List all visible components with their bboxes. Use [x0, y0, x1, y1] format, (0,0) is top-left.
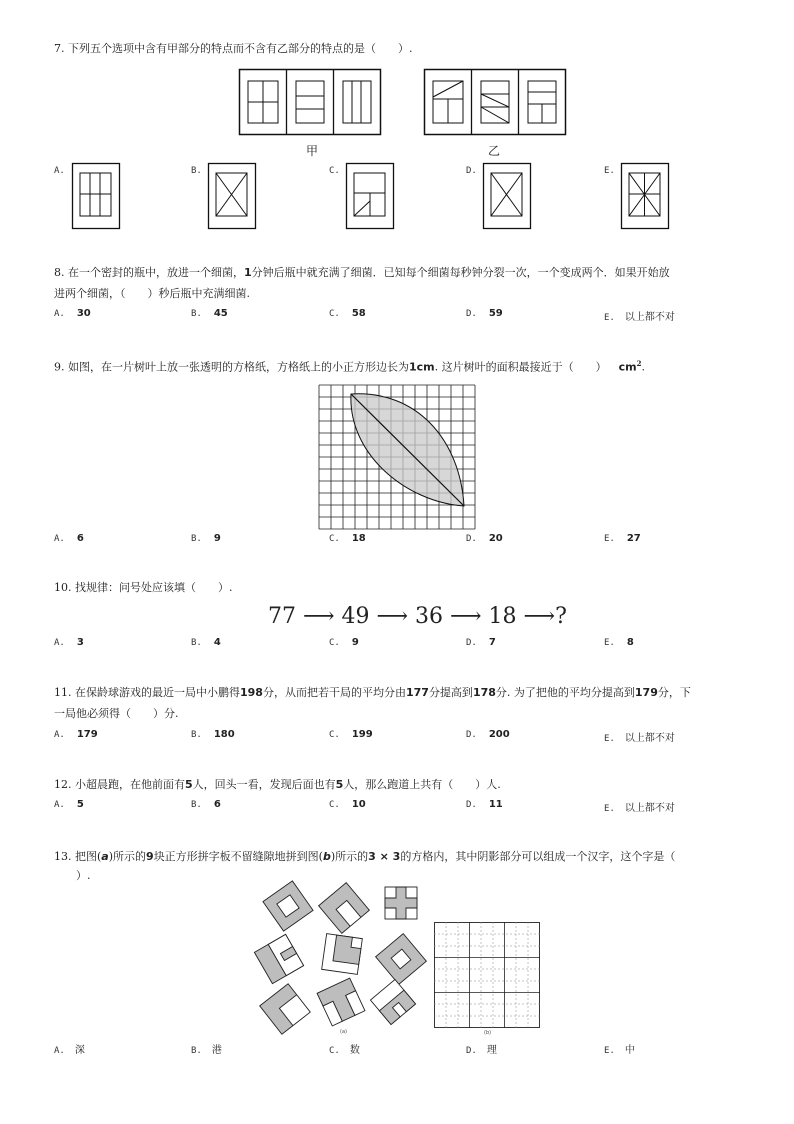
option-value: 200	[488, 729, 510, 740]
option-value: 理	[486, 1045, 497, 1056]
q13-stem-line2: ）.	[76, 869, 91, 882]
q9-stem	[54, 356, 645, 376]
q13-option-b[interactable]	[191, 1041, 222, 1056]
option-value: 180	[213, 729, 235, 740]
option-letter: E.	[604, 1046, 615, 1056]
q13-option-d[interactable]	[466, 1041, 497, 1056]
option-letter: B.	[191, 638, 202, 648]
q7-option-e-letter[interactable]	[604, 165, 615, 176]
q13-fig-b-ref: b	[322, 850, 331, 863]
option-letter: A.	[54, 534, 65, 544]
q8-option-d[interactable]	[466, 308, 503, 319]
option-value: 9	[213, 533, 221, 544]
q13-option-c[interactable]	[329, 1041, 360, 1056]
option-value: 深	[74, 1045, 85, 1056]
q13-fig-b-caption: (b)	[484, 1030, 492, 1036]
q11-num-2: 177	[405, 686, 429, 699]
option-value: 18	[351, 533, 366, 544]
q13-text-2: )所示的	[108, 850, 147, 863]
option-value: 11	[488, 799, 503, 810]
q11-option-d[interactable]	[466, 729, 510, 740]
q9-unit-sup: 2	[636, 359, 642, 368]
q11-option-c[interactable]	[329, 729, 373, 740]
option-value: 以上都不对	[624, 803, 675, 814]
q12-option-d[interactable]	[466, 799, 503, 810]
option-letter: D.	[466, 800, 477, 810]
q12-option-a[interactable]	[54, 799, 84, 810]
q12-stem	[54, 777, 501, 793]
q11-num-4: 179	[634, 686, 658, 699]
option-value: 20	[488, 533, 503, 544]
option-value: 港	[211, 1045, 222, 1056]
q7-option-b-letter[interactable]	[191, 165, 202, 176]
option-letter: D.	[466, 166, 477, 176]
option-letter: A.	[54, 800, 65, 810]
q9-unit-area: cm	[618, 360, 637, 374]
option-letter: D.	[466, 1046, 477, 1056]
option-value: 4	[213, 637, 221, 648]
q13-fig-a-caption: (a)	[340, 1029, 347, 1035]
q11-num-1: 198	[240, 686, 263, 699]
option-letter: B.	[191, 800, 202, 810]
option-letter: B.	[191, 534, 202, 544]
q10-option-e[interactable]	[604, 637, 634, 648]
q10-option-c[interactable]	[329, 637, 359, 648]
option-letter: E.	[604, 804, 615, 814]
option-value: 6	[213, 799, 221, 810]
q12-option-c[interactable]	[329, 799, 366, 810]
option-letter: E.	[604, 313, 615, 323]
option-letter: D.	[466, 534, 477, 544]
option-value: 179	[76, 729, 98, 740]
q13-option-a[interactable]	[54, 1041, 85, 1056]
q7-option-a-letter[interactable]	[54, 165, 65, 176]
q11-option-e[interactable]	[604, 729, 675, 744]
q8-stem-line1	[54, 265, 670, 281]
q13-figure-b-grid	[434, 922, 540, 1028]
q13-figure-a-pieces	[255, 884, 430, 1034]
q8-option-b[interactable]	[191, 308, 228, 319]
option-letter: A.	[54, 1046, 65, 1056]
q7-label-yi: 乙	[488, 144, 501, 158]
q7-figure-yi	[424, 69, 566, 135]
option-letter: B.	[191, 166, 202, 176]
q7-stem: 7. 下列五个选项中含有甲部分的特点而不含有乙部分的特点的是（ ）.	[54, 42, 413, 55]
q7-option-a-figure[interactable]	[72, 163, 120, 229]
q9-leaf-grid-figure	[318, 384, 476, 524]
q11-text-5: 分，下	[657, 686, 691, 699]
q13-text-4: )所示的	[330, 850, 369, 863]
q9-option-b[interactable]	[191, 533, 221, 544]
option-value: 9	[351, 637, 359, 648]
q12-text-2: 人，回头一看，发现后面也有	[192, 778, 336, 791]
q9-text-end: .	[641, 360, 645, 374]
q7-label-jia: 甲	[306, 144, 319, 158]
option-value: 45	[213, 308, 228, 319]
q7-option-c-letter[interactable]	[329, 165, 340, 176]
q11-stem-line1	[54, 685, 691, 701]
option-value: 5	[76, 799, 84, 810]
option-value: 30	[76, 308, 91, 319]
option-value: 10	[351, 799, 366, 810]
option-value: 8	[626, 637, 634, 648]
q11-option-a[interactable]	[54, 729, 98, 740]
q7-option-d-figure[interactable]	[483, 163, 531, 229]
option-value: 27	[626, 533, 641, 544]
option-letter: E.	[604, 638, 615, 648]
option-letter: A.	[54, 309, 65, 319]
option-letter: E.	[604, 534, 615, 544]
q13-num-2: 3 × 3	[368, 850, 401, 863]
q13-text-1: 13. 把图(	[54, 850, 102, 863]
option-letter: B.	[191, 730, 202, 740]
q9-text-b: . 这片树叶的面积最接近于（ ）	[434, 360, 607, 374]
option-letter: B.	[191, 309, 202, 319]
option-value: 199	[351, 729, 373, 740]
option-value: 以上都不对	[624, 312, 675, 323]
q9-unit-len: 1cm	[409, 360, 435, 374]
q13-stem-line1	[54, 849, 675, 865]
option-letter: C.	[329, 800, 340, 810]
q11-text-4: 分. 为了把他的平均分提高到	[495, 686, 635, 699]
option-letter: A.	[54, 730, 65, 740]
q9-option-c[interactable]	[329, 533, 366, 544]
q13-num-1: 9	[146, 850, 154, 863]
q12-text-3: 人，那么跑道上共有（ ）人.	[343, 778, 501, 791]
q8-stem-line2: 进两个细菌，（ ）秒后瓶中充满细菌.	[54, 287, 250, 300]
option-letter: C.	[329, 534, 340, 544]
option-value: 数	[349, 1045, 360, 1056]
q8-num1: 1	[244, 266, 252, 279]
q7-option-e-figure[interactable]	[621, 163, 669, 229]
option-value: 以上都不对	[624, 733, 675, 744]
q11-option-b[interactable]	[191, 729, 235, 740]
option-letter: E.	[604, 734, 615, 744]
q7-option-b-figure[interactable]	[208, 163, 256, 229]
q12-option-b[interactable]	[191, 799, 221, 810]
q12-num-1: 5	[185, 778, 193, 791]
option-value: 6	[76, 533, 84, 544]
q8-option-c[interactable]	[329, 308, 366, 319]
q12-num-2: 5	[335, 778, 344, 791]
option-letter: C.	[329, 309, 340, 319]
q10-option-b[interactable]	[191, 637, 221, 648]
option-value: 3	[76, 637, 84, 648]
option-letter: A.	[54, 166, 65, 176]
q12-option-e[interactable]	[604, 799, 675, 814]
option-letter: E.	[604, 166, 615, 176]
q8-text-b: 分钟后瓶中就充满了细菌．已知每个细菌每秒钟分裂一次，一个变成两个．如果开始放	[251, 266, 670, 279]
option-letter: C.	[329, 166, 340, 176]
q13-fig-a-ref: a	[101, 850, 109, 863]
option-value: 7	[488, 637, 496, 648]
q8-text-a: 8. 在一个密封的瓶中，放进一个细菌，	[54, 266, 244, 279]
q7-figure-jia	[239, 69, 381, 135]
q9-option-a[interactable]	[54, 533, 84, 544]
option-letter: D.	[466, 309, 477, 319]
option-value: 中	[624, 1045, 635, 1056]
option-letter: C.	[329, 1046, 340, 1056]
option-value: 58	[351, 308, 366, 319]
option-letter: D.	[466, 730, 477, 740]
q10-stem: 10. 找规律：问号处应该填（ ）.	[54, 581, 233, 594]
q13-option-e[interactable]	[604, 1041, 635, 1056]
q11-stem-line2: 一局他必须得（ ）分.	[54, 707, 179, 720]
q7-option-d-letter[interactable]	[466, 165, 477, 176]
q8-option-a[interactable]	[54, 308, 91, 319]
q11-text-1: 11. 在保龄球游戏的最近一局中小鹏得	[54, 686, 240, 699]
q12-text-1: 12. 小超晨跑，在他前面有	[54, 778, 185, 791]
q13-text-3: 块正方形拼字板不留缝隙地拼到图(	[153, 850, 323, 863]
option-letter: D.	[466, 638, 477, 648]
q10-option-a[interactable]	[54, 637, 84, 648]
q10-sequence-formula: 77 ⟶ 49 ⟶ 36 ⟶ 18 ⟶?	[268, 604, 567, 629]
option-letter: C.	[329, 730, 340, 740]
option-value: 59	[488, 308, 503, 319]
q11-text-3: 分提高到	[428, 686, 473, 699]
q9-option-e[interactable]	[604, 533, 641, 544]
q10-option-d[interactable]	[466, 637, 496, 648]
q11-num-3: 178	[472, 686, 496, 699]
q13-text-5: 的方格内，其中阴影部分可以组成一个汉字，这个字是（	[400, 850, 676, 863]
q9-option-d[interactable]	[466, 533, 503, 544]
q7-option-c-figure[interactable]	[346, 163, 394, 229]
q9-text-a: 9. 如图，在一片树叶上放一张透明的方格纸，方格纸上的小正方形边长为	[54, 360, 409, 374]
q11-text-2: 分，从而把若干局的平均分由	[262, 686, 406, 699]
q8-option-e[interactable]	[604, 308, 675, 323]
option-letter: B.	[191, 1046, 202, 1056]
option-letter: C.	[329, 638, 340, 648]
option-letter: A.	[54, 638, 65, 648]
